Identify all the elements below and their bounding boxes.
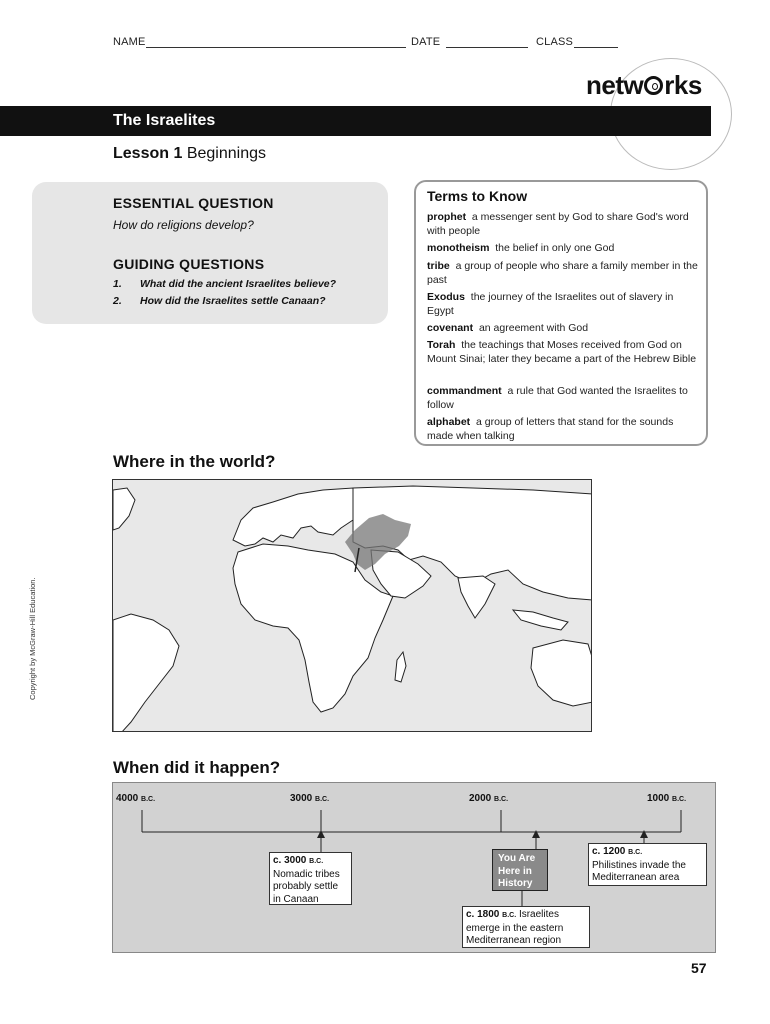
timeline-event-1200: c. 1200 B.C. Philistines invade the Mediterranean area — [588, 843, 707, 886]
copyright-text: Copyright by McGraw-Hill Education. — [28, 577, 37, 700]
world-map-svg — [113, 480, 592, 732]
when-heading: When did it happen? — [113, 758, 281, 777]
logo-o-icon — [644, 76, 663, 95]
south-america-landmass — [113, 614, 179, 732]
page-number: 57 — [691, 960, 707, 976]
where-heading: Where in the world? — [113, 452, 276, 471]
term-entry: prophet a messenger sent by God to share God's word with people — [427, 211, 689, 237]
guiding-num-1: 1. — [113, 278, 122, 290]
term-entry: Exodus the journey of the Israelites out of slavery in Egypt — [427, 291, 674, 317]
lesson-heading: Lesson 1 Beginnings — [113, 145, 266, 162]
indonesia-landmass — [513, 610, 568, 630]
name-line — [146, 47, 406, 48]
north-america-landmass — [113, 488, 135, 530]
you-are-here-box: You Are Here in History — [492, 849, 548, 891]
class-label: CLASS — [536, 36, 574, 48]
term-entry: commandment a rule that God wanted the Israelites to follow — [427, 385, 688, 411]
chapter-title: The Israelites — [113, 112, 216, 129]
date-label: DATE — [411, 36, 441, 48]
europe-landmass — [233, 488, 353, 546]
name-label: NAME — [113, 36, 146, 48]
timeline-tick-label: 2000 B.C. — [469, 793, 509, 804]
essential-question: How do religions develop? — [113, 218, 254, 232]
india-landmass — [458, 576, 495, 618]
term-entry: alphabet a group of letters that stand for the sounds made when talking — [427, 416, 674, 442]
timeline-tick-label: 1000 B.C. — [647, 793, 687, 804]
guiding-questions-heading: GUIDING QUESTIONS — [113, 256, 265, 272]
networks-logo: netw rks — [586, 70, 702, 100]
title-bar — [0, 106, 711, 136]
terms-heading: Terms to Know — [427, 188, 528, 204]
madagascar-landmass — [395, 652, 406, 682]
term-entry: Torah the teachings that Moses received from God on Mount Sinai; later they became a part of the Hebrew Bible — [427, 339, 697, 365]
africa-landmass — [233, 544, 393, 712]
term-entry: monotheism the belief in only one God — [427, 242, 615, 254]
class-line — [574, 47, 618, 48]
timeline-tick-label: 3000 B.C. — [290, 793, 330, 804]
term-entry: tribe a group of people who share a family member in the past — [427, 260, 698, 286]
essential-question-heading: ESSENTIAL QUESTION — [113, 195, 274, 211]
timeline-event-1800: c. 1800 B.C. Israelites emerge in the eastern Mediterranean region — [462, 906, 590, 948]
guiding-num-2: 2. — [113, 295, 122, 307]
world-map — [112, 479, 592, 732]
australia-landmass — [531, 640, 592, 706]
timeline-event-3000: c. 3000 B.C. Nomadic tribes probably settle in Canaan — [269, 852, 352, 905]
timeline-tick-label: 4000 B.C. — [116, 793, 156, 804]
date-line — [446, 47, 528, 48]
guiding-question-1: What did the ancient Israelites believe? — [140, 278, 337, 290]
guiding-question-2: How did the Israelites settle Canaan? — [140, 295, 326, 307]
term-entry: covenant an agreement with God — [427, 322, 589, 334]
